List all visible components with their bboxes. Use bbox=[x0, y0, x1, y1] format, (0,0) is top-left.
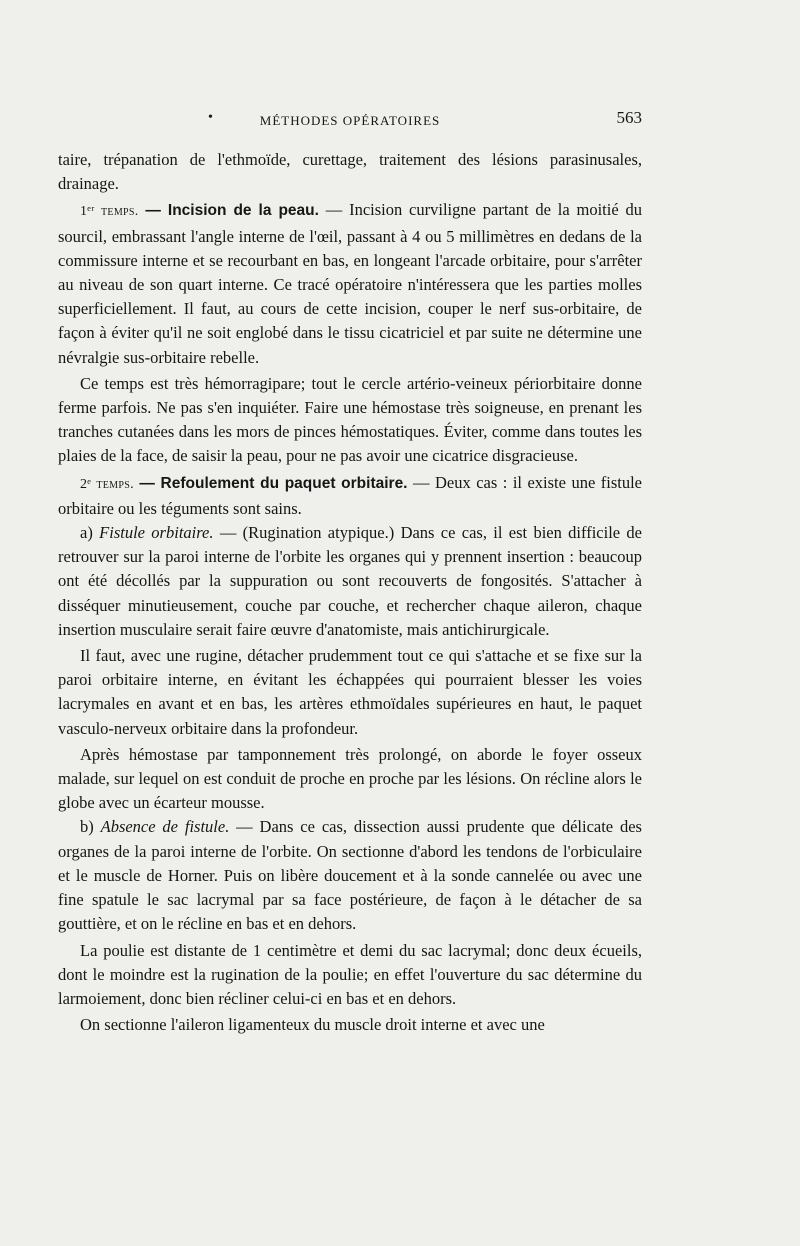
paragraph-1: taire, trépanation de l'ethmoïde, curettage, traitement des lésions parasinusales, drainage. bbox=[58, 150, 642, 194]
case-b-prefix: b) bbox=[80, 817, 101, 837]
step-text-2: — Deux cas : il existe une fistule orbitaire ou les téguments sont sains. bbox=[58, 472, 642, 518]
paragraph-6: Il faut, avec une rugine, détacher prudemment tout ce qui s'attache et se fixe sur la paroi orbitaire interne, en évitant les échappées qui pourraient blesser les voies lacrymales en avant et en bas, les artères ethmoïdales supérieures en haut, le paquet vasculo-nerveux orbitaire dans la profondeur. bbox=[58, 646, 642, 738]
paragraph-7: Après hémostase par tamponnement très prolongé, on aborde le foyer osseux malade, sur lequel on est conduit de proche en proche par les lésions. On récline alors le globe avec un écarteur mousse. bbox=[58, 744, 642, 813]
paragraph-8 bbox=[58, 815, 642, 936]
case-b-title: Absence de fistule. bbox=[100, 817, 230, 837]
paragraph-10: On sectionne l'aileron ligamenteux du muscle droit interne et avec une bbox=[80, 1015, 545, 1035]
case-b-text: — Dans ce cas, dissection aussi prudente que délicate des organes de la paroi interne de l'orbite. On sectionne d'abord les tendons de l'orbiculaire et le muscle de Horner. Puis on libère doucement et à la sonde cannelée ou avec une fine spatule le sac lacrymal par sa face postérieure, de façon à le détacher de sa gouttière, et on le récline en bas et en dehors. bbox=[58, 817, 642, 934]
paragraph-5 bbox=[58, 521, 642, 642]
step-heading-2: — Refoulement du paquet orbitaire. bbox=[139, 474, 408, 492]
page-number: 563 bbox=[616, 108, 642, 127]
step-label-2: 2ᵉ temps. bbox=[80, 476, 134, 492]
paragraph-9: La poulie est distante de 1 centimètre et demi du sac lacrymal; donc deux écueils, dont le moindre est la rugination de la poulie; en effet l'ouverture du sac détermine du larmoiement, donc bien récliner celui-ci en bas et en dehors. bbox=[58, 940, 642, 1008]
step-text-1: — Incision curviligne partant de la moitié du sourcil, embrassant l'angle interne de l'œil, passant à 4 ou 5 millimètres en dedans de la commissure interne et se recourbant en bas, en longeant l'arcade orbitaire, pour s'arrêter au niveau de son quart interne. Ce tracé opératoire n'intéressera que les parties molles superficiellement. Il faut, au cours de cette incision, couper le nerf sus-orbitaire, de façon à éviter qu'il ne soit englobé dans le tissu cicatriciel et par suite ne détermine une névralgie sus-orbitaire rebelle. bbox=[58, 200, 642, 367]
paragraph-4 bbox=[58, 471, 642, 521]
case-a-title: Fistule orbitaire. bbox=[99, 523, 214, 543]
step-heading-1: — Incision de la peau. bbox=[145, 202, 319, 220]
paragraph-2 bbox=[58, 198, 642, 369]
running-header bbox=[58, 110, 642, 132]
step-label-1: 1ᵉʳ temps. bbox=[80, 204, 139, 220]
running-title: MÉTHODES OPÉRATOIRES bbox=[259, 113, 441, 128]
body-text bbox=[58, 148, 642, 1037]
case-a-prefix: a) bbox=[80, 523, 100, 543]
paragraph-3: Ce temps est très hémorragipare; tout le cercle artério-veineux périorbitaire donne ferme parfois. Ne pas s'en inquiéter. Faire une hémostase très soigneuse, en prenant les tranches cutanées dans les mors de pinces hémostatiques. Éviter, comme dans toutes les plaies de la face, de saisir la peau, pour ne pas avoir une cicatrice disgracieuse. bbox=[58, 373, 642, 466]
header-dot: • bbox=[208, 110, 214, 125]
case-a-text: — (Rugination atypique.) Dans ce cas, il est bien difficile de retrouver sur la paroi interne de l'orbite les organes qui y prennent insertion : beaucoup ont été décollés par la suppuration ou sont recouverts de fongosités. S'attacher à disséquer minutieusement, couche par couche, et rechercher chaque aileron, chaque insertion musculaire serait faire œuvre d'anatomiste, mais antichirurgicale. bbox=[58, 523, 642, 639]
